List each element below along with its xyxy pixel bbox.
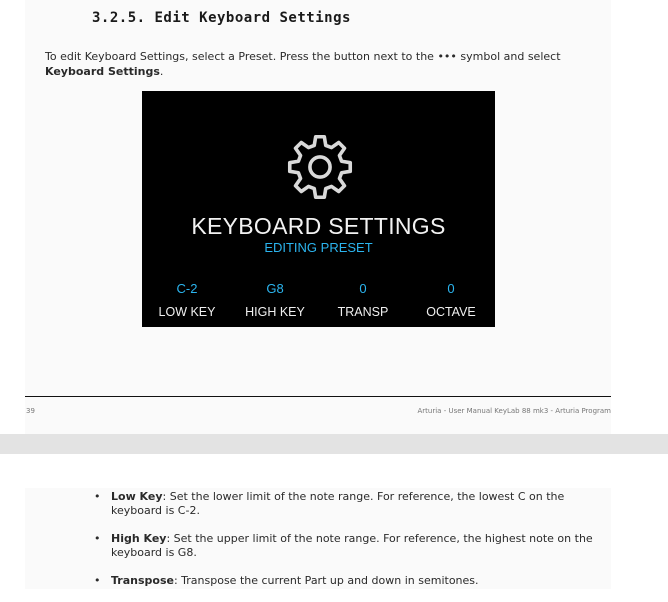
page-number: 39	[26, 407, 35, 415]
footer-divider	[25, 396, 611, 397]
param-value: G8	[266, 281, 284, 296]
bullet-term: Low Key	[111, 490, 163, 503]
intro-end: .	[159, 65, 164, 78]
param-low-key	[142, 281, 232, 319]
param-value: 0	[359, 281, 367, 296]
intro-bold-term: Keyboard Settings	[45, 65, 160, 78]
bullet-text: : Transpose the current Part up and down in semitones.	[173, 574, 479, 587]
param-octave	[406, 281, 496, 319]
param-transpose	[318, 281, 408, 319]
section-heading: 3.2.5. Edit Keyboard Settings	[92, 10, 351, 26]
footer-doc-title: Arturia - User Manual KeyLab 88 mk3 - Arturia Program	[417, 407, 611, 415]
param-label: LOW KEY	[158, 305, 216, 319]
param-value: 0	[447, 281, 455, 296]
gear-icon	[284, 131, 356, 203]
param-label: OCTAVE	[426, 305, 476, 319]
list-item	[94, 490, 604, 518]
bullet-term: Transpose	[111, 574, 174, 587]
screen-subtitle: EDITING PRESET	[264, 240, 373, 255]
page-gap	[0, 434, 668, 454]
param-value: C-2	[176, 281, 198, 296]
bullet-term: High Key	[111, 532, 167, 545]
list-item	[94, 574, 604, 588]
param-label: HIGH KEY	[245, 305, 305, 319]
screen-title: KEYBOARD SETTINGS	[191, 213, 446, 239]
device-screen-image	[142, 91, 495, 327]
bullet-text: : Set the lower limit of the note range. For reference, the lowest C on the keyboard is C-2.	[111, 490, 565, 517]
param-high-key	[230, 281, 320, 319]
bullet-list	[94, 490, 604, 602]
intro-paragraph	[45, 49, 605, 79]
bullet-text: : Set the upper limit of the note range. For reference, the highest note on the keyboard is G8.	[111, 532, 593, 559]
intro-text: To edit Keyboard Settings, select a Preset. Press the button next to the ••• symbol and select	[45, 50, 561, 63]
param-label: TRANSP	[337, 305, 389, 319]
list-item	[94, 532, 604, 560]
